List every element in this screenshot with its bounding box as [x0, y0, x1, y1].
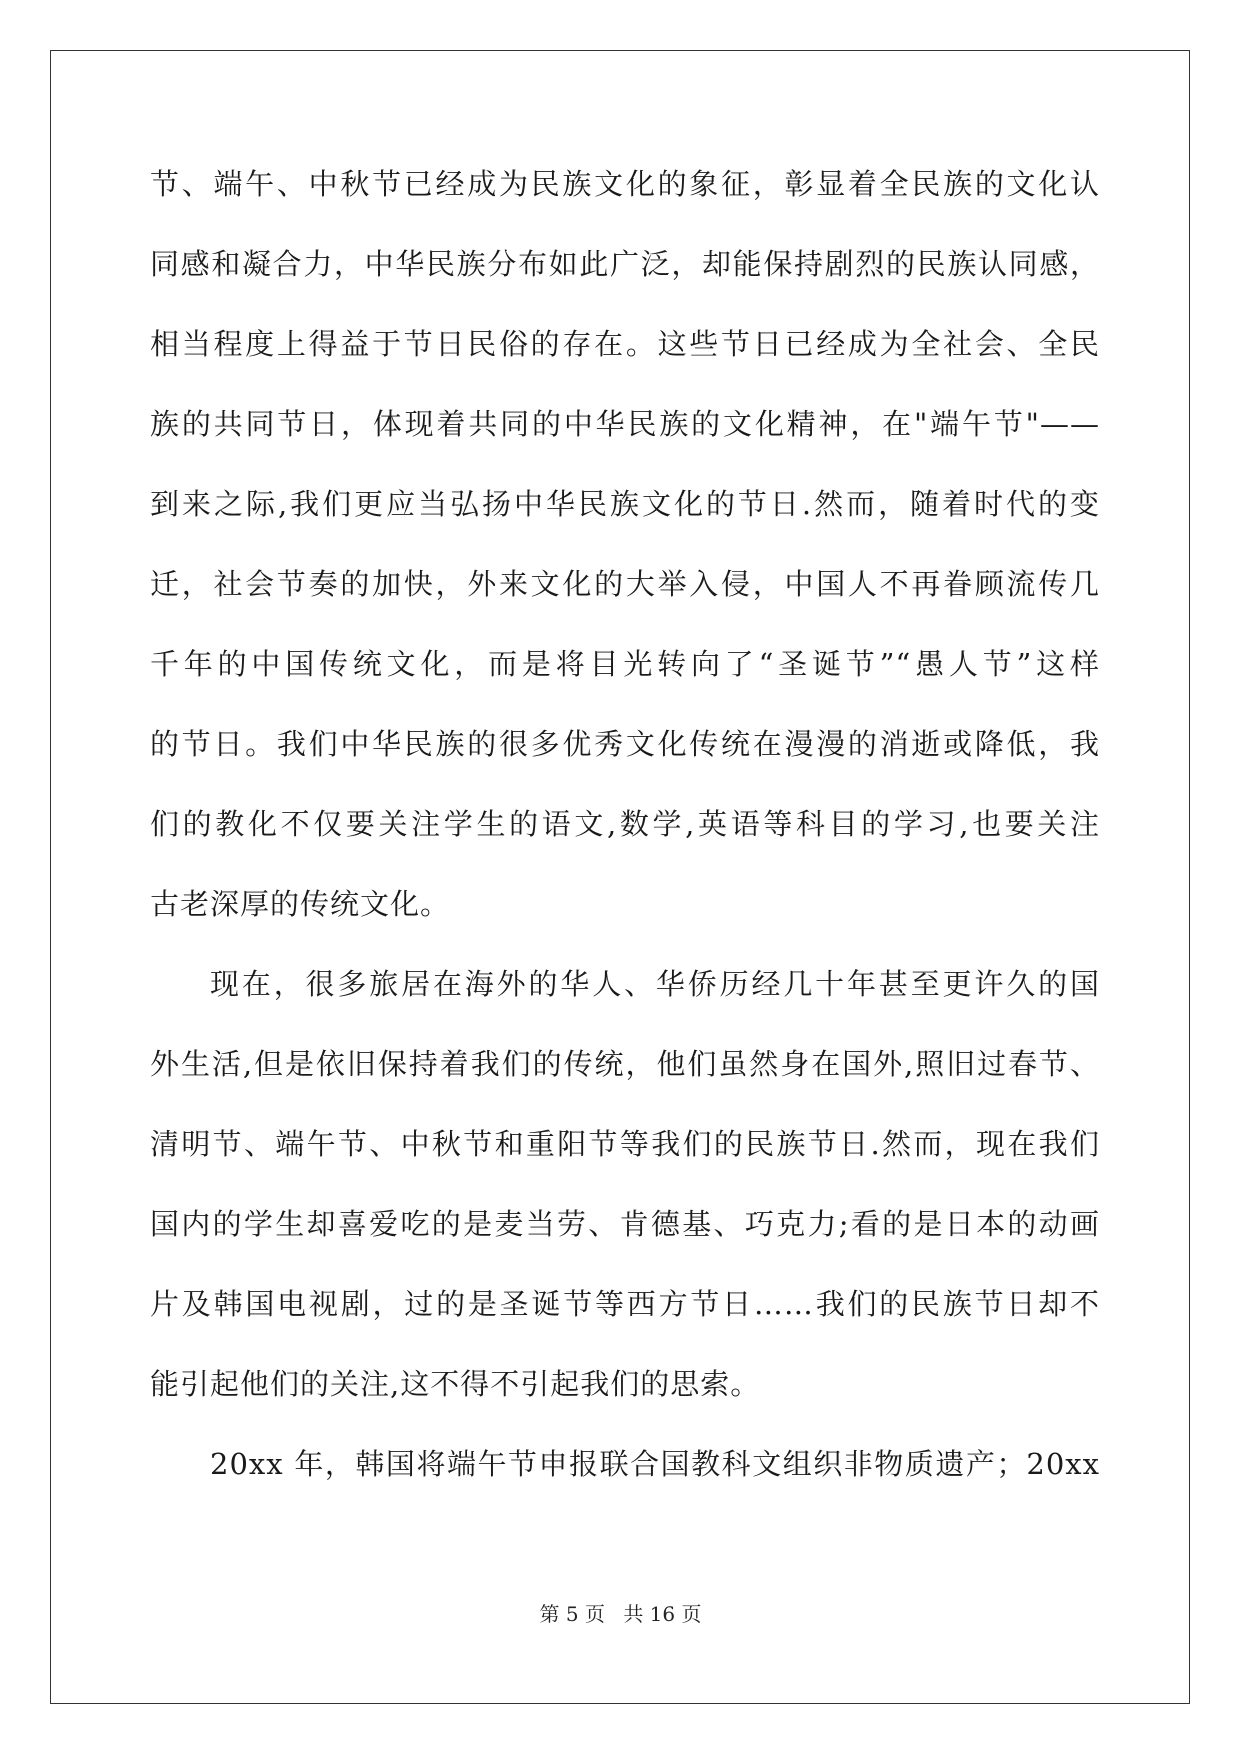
text-line: 片及韩国电视剧，过的是圣诞节等西方节日……我们的民族节日却不 [150, 1287, 1100, 1321]
text-line: 的节日。我们中华民族的很多优秀文化传统在漫漫的消逝或降低，我 [150, 727, 1100, 761]
paragraph-first-line: 20xx 年，韩国将端午节申报联合国教科文组织非物质遗产；20xx [210, 1447, 1100, 1481]
text-line: 到来之际,我们更应当弘扬中华民族文化的节日.然而，随着时代的变 [150, 487, 1100, 521]
text-line: 族的共同节日，体现着共同的中华民族的文化精神，在"端午节"—— [150, 407, 1100, 441]
page-number: 第 5 页 [539, 1602, 605, 1626]
text-line: 千年的中国传统文化，而是将目光转向了“圣诞节”“愚人节”这样 [150, 647, 1100, 681]
text-line: 能引起他们的关注,这不得不引起我们的思索。 [150, 1367, 761, 1401]
text-line: 清明节、端午节、中秋节和重阳节等我们的民族节日.然而，现在我们 [150, 1127, 1100, 1161]
text-line: 节、端午、中秋节已经成为民族文化的象征，彰显着全民族的文化认 [150, 167, 1100, 201]
paragraph-first-line: 现在，很多旅居在海外的华人、华侨历经几十年甚至更许久的国 [210, 967, 1100, 1001]
text-line: 相当程度上得益于节日民俗的存在。这些节日已经成为全社会、全民 [150, 327, 1100, 361]
text-line: 外生活,但是依旧保持着我们的传统，他们虽然身在国外,照旧过春节、 [150, 1047, 1100, 1081]
page-footer [0, 1598, 1241, 1627]
text-line: 迁，社会节奏的加快，外来文化的大举入侵，中国人不再眷顾流传几 [150, 567, 1100, 601]
text-line: 同感和凝合力，中华民族分布如此广泛，却能保持剧烈的民族认同感， [150, 247, 1100, 281]
text-line: 古老深厚的传统文化。 [150, 887, 451, 921]
page-total: 共 16 页 [623, 1602, 702, 1626]
text-line: 国内的学生却喜爱吃的是麦当劳、肯德基、巧克力;看的是日本的动画 [150, 1207, 1100, 1241]
document-body [150, 160, 1100, 1520]
text-line: 们的教化不仅要关注学生的语文,数学,英语等科目的学习,也要关注 [150, 807, 1100, 841]
